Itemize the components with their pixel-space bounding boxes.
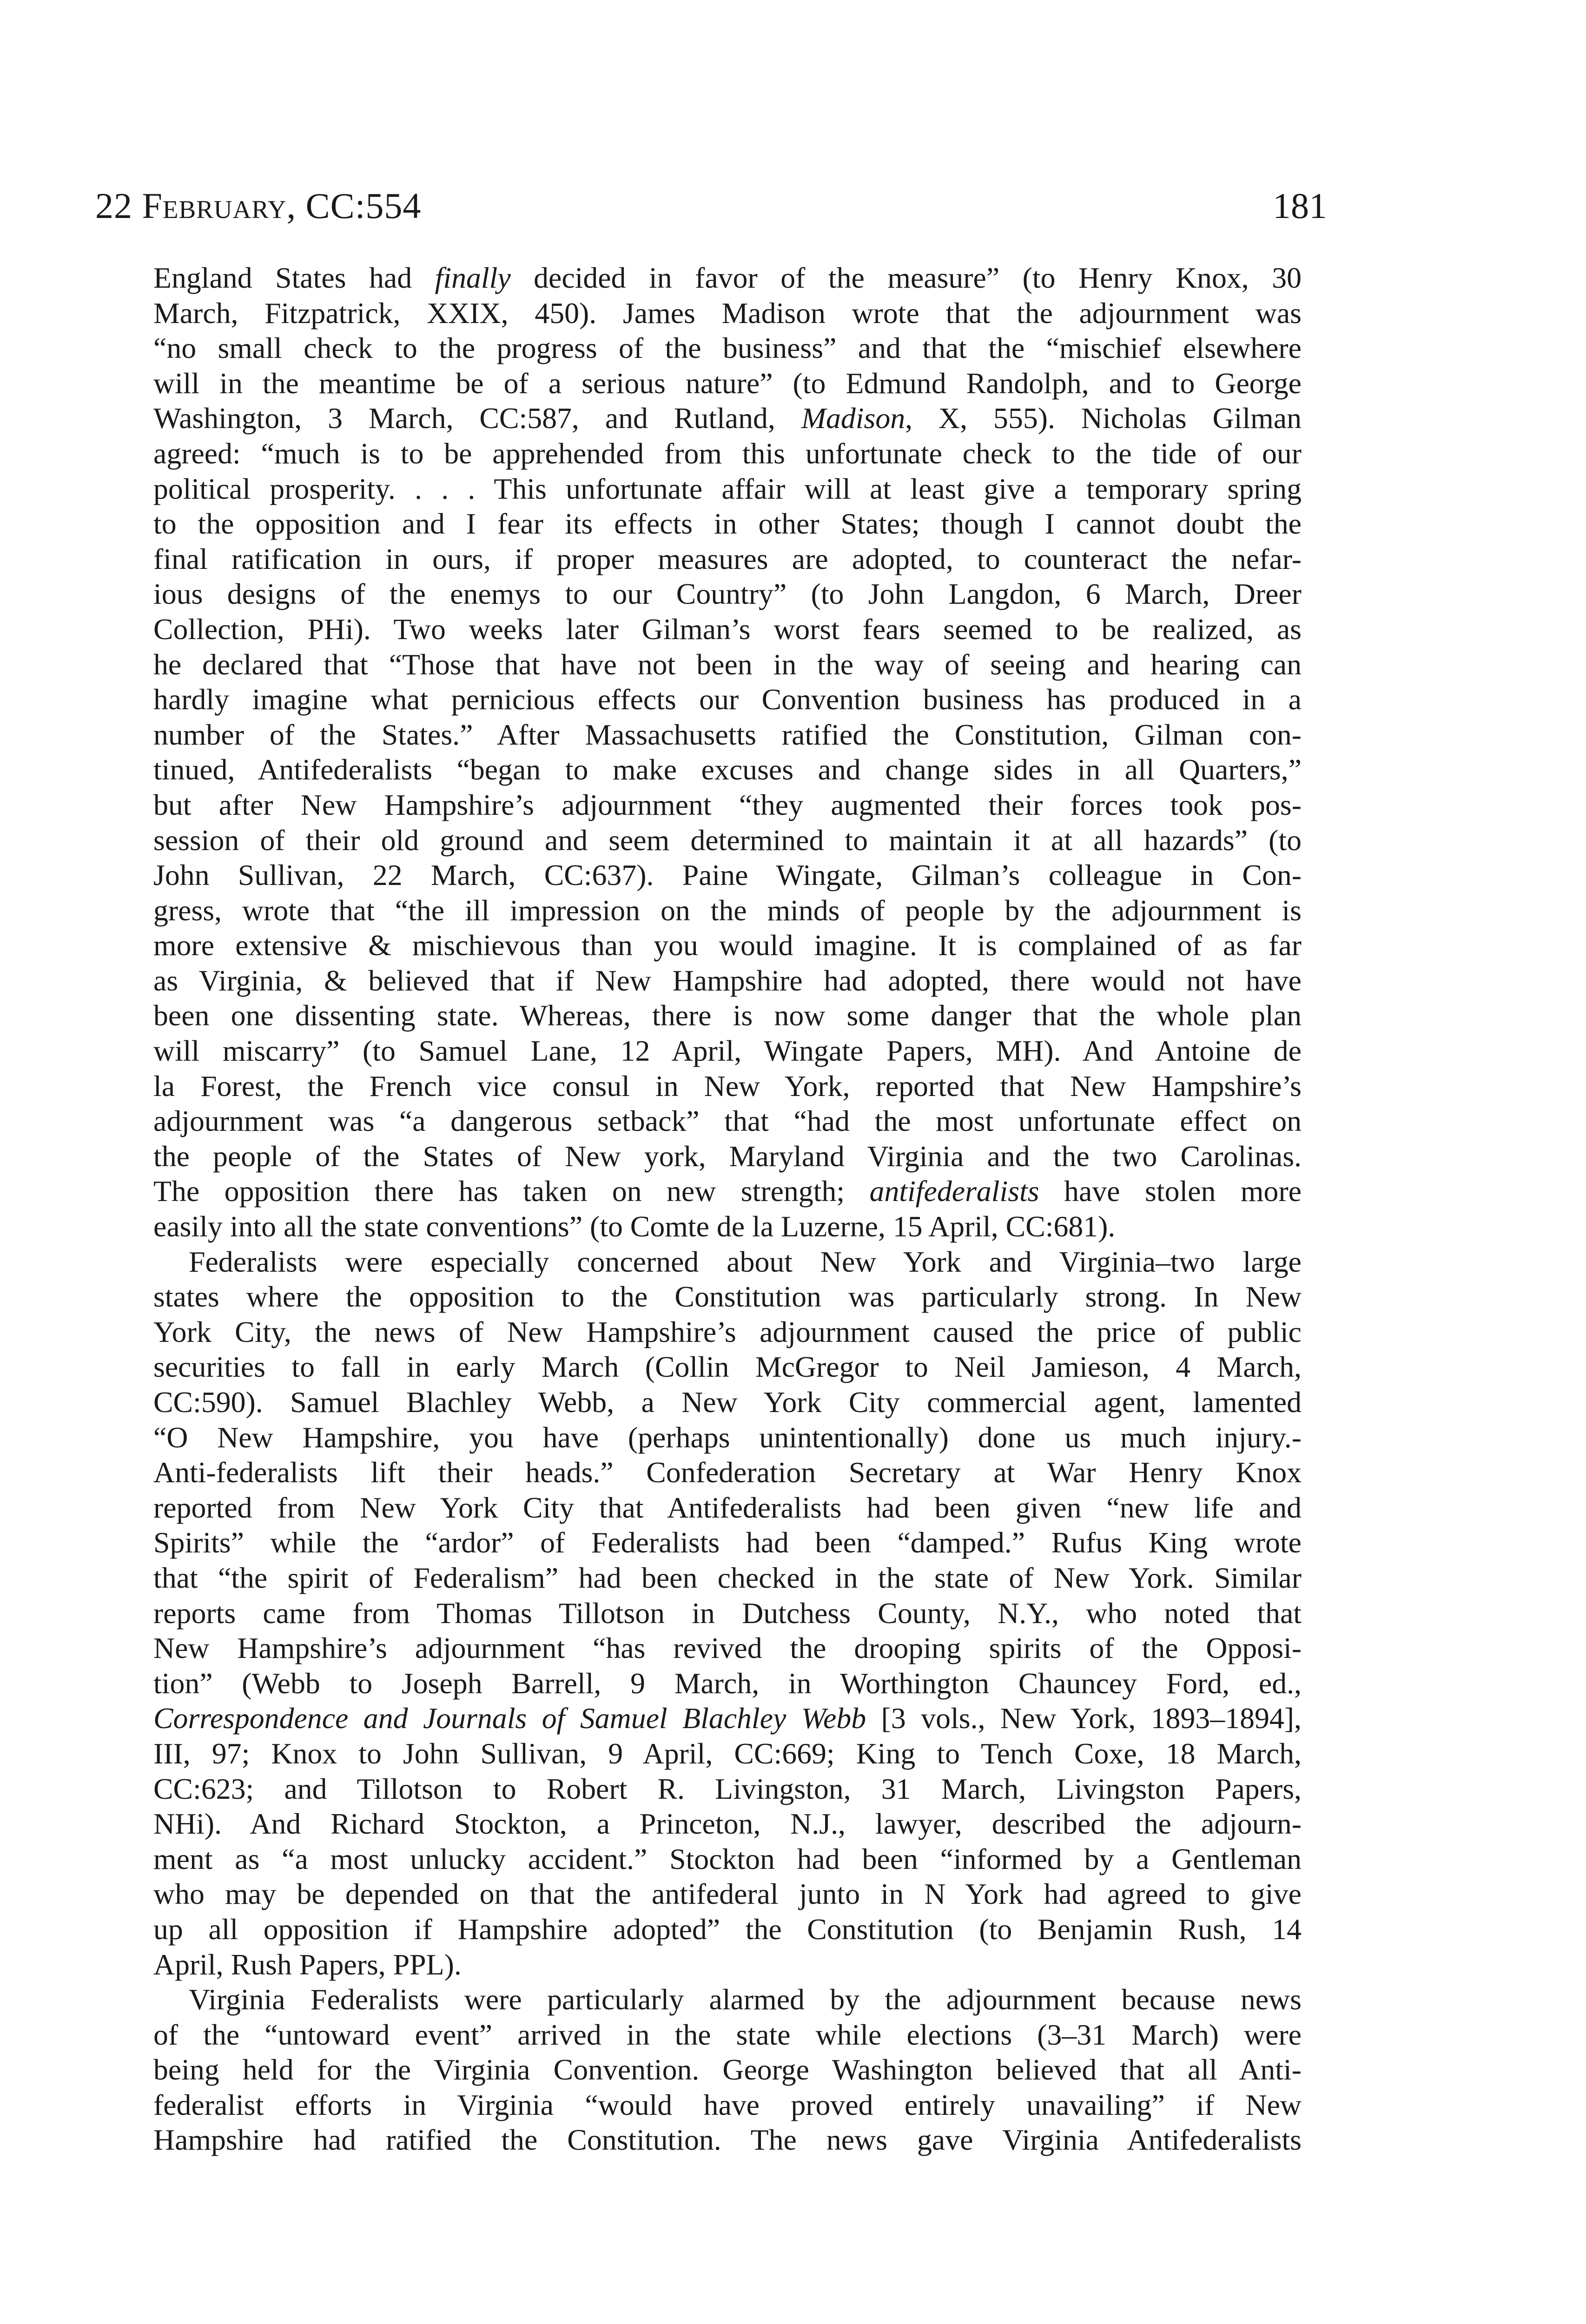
text-segment: the people of the States of New york, Maryland Virginia and the two Carolinas. bbox=[153, 1139, 1302, 1173]
text-segment: decided in favor of the measure” (to Henry Knox, 30 bbox=[510, 261, 1302, 294]
running-head bbox=[95, 185, 421, 227]
running-head-month: February bbox=[142, 185, 287, 226]
text-line bbox=[153, 471, 1302, 507]
text-segment: who may be depended on that the antifederal junto in N York had agreed to give bbox=[153, 1877, 1302, 1911]
body-text bbox=[153, 260, 1302, 2158]
text-line bbox=[153, 1069, 1302, 1104]
text-segment: , X, 555). Nicholas Gilman bbox=[905, 402, 1302, 435]
text-line bbox=[153, 1771, 1302, 1807]
text-line bbox=[153, 682, 1302, 717]
text-segment: will miscarry” (to Samuel Lane, 12 April, Wingate Papers, MH). And Antoine de bbox=[153, 1034, 1302, 1068]
text-line bbox=[153, 2017, 1302, 2053]
text-segment: up all opposition if Hampshire adopted” the Constitution (to Benjamin Rush, 14 bbox=[153, 1912, 1302, 1946]
text-line bbox=[153, 717, 1302, 753]
text-line bbox=[153, 647, 1302, 682]
text-line bbox=[153, 541, 1302, 577]
text-segment: been one dissenting state. Whereas, there is now some danger that the whole plan bbox=[153, 999, 1302, 1032]
text-line bbox=[153, 366, 1302, 401]
italic-text: finally bbox=[435, 261, 511, 294]
text-segment: la Forest, the French vice consul in New York, reported that New Hampshire’s bbox=[153, 1069, 1302, 1103]
text-segment: Anti-federalists lift their heads.” Confederation Secretary at War Henry Knox bbox=[153, 1456, 1302, 1489]
text-segment: but after New Hampshire’s adjournment “they augmented their forces took pos- bbox=[153, 788, 1302, 821]
text-line bbox=[153, 1596, 1302, 1631]
text-line bbox=[153, 436, 1302, 471]
text-segment: federalist efforts in Virginia “would have proved entirely unavailing” if New bbox=[153, 2088, 1302, 2121]
text-segment: session of their old ground and seem determined to maintain it at all hazards” (to bbox=[153, 823, 1302, 857]
text-line bbox=[153, 1279, 1302, 1314]
text-segment: Spirits” while the “ardor” of Federalists had been “damped.” Rufus King wrote bbox=[153, 1526, 1302, 1559]
italic-text: antifederalists bbox=[869, 1175, 1039, 1208]
text-segment: states where the opposition to the Constitution was particularly strong. In New bbox=[153, 1280, 1302, 1314]
text-segment: he declared that “Those that have not been in the way of seeing and hearing can bbox=[153, 647, 1302, 681]
text-segment: March, Fitzpatrick, XXIX, 450). James Madison wrote that the adjournment was bbox=[153, 296, 1302, 330]
text-line bbox=[153, 1349, 1302, 1385]
text-line bbox=[153, 330, 1302, 366]
text-line bbox=[153, 1736, 1302, 1771]
text-line bbox=[153, 401, 1302, 436]
text-line bbox=[153, 2087, 1302, 2123]
running-head-date: 22 bbox=[95, 185, 142, 226]
text-line bbox=[153, 1666, 1302, 1701]
text-line bbox=[153, 1982, 1302, 2017]
italic-text: Madison bbox=[801, 402, 905, 435]
text-line bbox=[153, 1912, 1302, 1947]
text-line bbox=[153, 823, 1302, 858]
text-line bbox=[153, 1244, 1302, 1280]
text-line bbox=[153, 963, 1302, 998]
text-line bbox=[153, 506, 1302, 541]
text-line bbox=[153, 1033, 1302, 1069]
text-line bbox=[153, 1631, 1302, 1666]
text-line bbox=[153, 1420, 1302, 1455]
text-segment: ious designs of the enemys to our Country” (to John Langdon, 6 March, Dreer bbox=[153, 577, 1302, 611]
text-line bbox=[153, 1701, 1302, 1736]
text-segment: CC:623; and Tillotson to Robert R. Livingston, 31 March, Livingston Papers, bbox=[153, 1772, 1302, 1805]
italic-text: Correspondence and Journals of Samuel Blachley Webb bbox=[153, 1702, 866, 1735]
text-segment: number of the States.” After Massachusetts ratified the Constitution, Gilman con- bbox=[153, 718, 1302, 751]
text-line bbox=[153, 1560, 1302, 1596]
text-line bbox=[153, 1314, 1302, 1350]
text-segment: will in the meantime be of a serious nature” (to Edmund Randolph, and to George bbox=[153, 366, 1302, 400]
text-segment: III, 97; Knox to John Sullivan, 9 April, CC:669; King to Tench Coxe, 18 March, bbox=[153, 1736, 1302, 1770]
text-line bbox=[153, 296, 1302, 331]
text-segment: tinued, Antifederalists “began to make excuses and change sides in all Quarters,” bbox=[153, 753, 1302, 786]
text-segment: ment as “a most unlucky accident.” Stockton had been “informed by a Gentleman bbox=[153, 1842, 1302, 1875]
text-line bbox=[153, 1490, 1302, 1525]
text-segment: easily into all the state conventions” (to Comte de la Luzerne, 15 April, CC:681). bbox=[153, 1210, 1116, 1243]
text-line bbox=[153, 928, 1302, 963]
text-segment: [3 vols., New York, 1893–1894], bbox=[866, 1702, 1302, 1735]
text-segment: CC:590). Samuel Blachley Webb, a New York City commercial agent, lamented bbox=[153, 1386, 1302, 1419]
text-line bbox=[153, 260, 1302, 296]
text-line bbox=[153, 1842, 1302, 1877]
text-segment: NHi). And Richard Stockton, a Princeton, N.J., lawyer, described the adjourn- bbox=[153, 1807, 1302, 1841]
text-line bbox=[153, 752, 1302, 787]
text-line bbox=[153, 2052, 1302, 2087]
text-segment: to the opposition and I fear its effects in other States; though I cannot doubt the bbox=[153, 507, 1302, 541]
text-segment: being held for the Virginia Convention. George Washington believed that all Anti- bbox=[153, 2053, 1302, 2086]
text-segment: England States had bbox=[153, 261, 435, 294]
text-segment: reported from New York City that Antifederalists had been given “new life and bbox=[153, 1491, 1302, 1524]
page-number: 181 bbox=[1273, 185, 1327, 226]
text-segment: have stolen more bbox=[1039, 1175, 1302, 1208]
text-segment: Hampshire had ratified the Constitution. The news gave Virginia Antifederalists bbox=[153, 2123, 1302, 2157]
text-segment: Virginia Federalists were particularly alarmed by the adjournment because news bbox=[189, 1983, 1302, 2016]
text-segment: securities to fall in early March (Collin McGregor to Neil Jamieson, 4 March, bbox=[153, 1350, 1302, 1384]
text-line bbox=[153, 1455, 1302, 1490]
text-segment: Collection, PHi). Two weeks later Gilman’s worst fears seemed to be realized, as bbox=[153, 612, 1302, 646]
running-head-doc-ref: , CC:554 bbox=[286, 185, 422, 226]
text-segment: reports came from Thomas Tillotson in Dutchess County, N.Y., who noted that bbox=[153, 1596, 1302, 1630]
text-segment: The opposition there has taken on new strength; bbox=[153, 1175, 870, 1208]
text-segment: York City, the news of New Hampshire’s adjournment caused the price of public bbox=[153, 1315, 1302, 1348]
text-segment: of the “untoward event” arrived in the state while elections (3–31 March) were bbox=[153, 2018, 1302, 2051]
text-line bbox=[153, 1103, 1302, 1139]
text-line bbox=[153, 787, 1302, 823]
text-segment: adjournment was “a dangerous setback” that “had the most unfortunate effect on bbox=[153, 1104, 1302, 1138]
text-segment: Washington, 3 March, CC:587, and Rutland, bbox=[153, 402, 801, 435]
text-segment: as Virginia, & believed that if New Hampshire had adopted, there would not have bbox=[153, 964, 1302, 997]
text-line bbox=[153, 2122, 1302, 2158]
text-segment: hardly imagine what pernicious effects our Convention business has produced in a bbox=[153, 683, 1302, 716]
text-line bbox=[153, 858, 1302, 893]
text-line bbox=[153, 1806, 1302, 1842]
text-segment: agreed: “much is to be apprehended from this unfortunate check to the tide of our bbox=[153, 436, 1302, 470]
text-segment: gress, wrote that “the ill impression on the minds of people by the adjournment is bbox=[153, 893, 1302, 927]
text-segment: that “the spirit of Federalism” had been checked in the state of New York. Similar bbox=[153, 1561, 1302, 1594]
text-line bbox=[153, 576, 1302, 612]
text-segment: political prosperity. . . . This unfortunate affair will at least give a temporary spring bbox=[153, 472, 1302, 505]
text-line bbox=[153, 1209, 1302, 1244]
text-segment: April, Rush Papers, PPL). bbox=[153, 1948, 462, 1981]
text-segment: tion” (Webb to Joseph Barrell, 9 March, in Worthington Chauncey Ford, ed., bbox=[153, 1666, 1302, 1700]
text-segment: New Hampshire’s adjournment “has revived the drooping spirits of the Opposi- bbox=[153, 1631, 1302, 1665]
text-segment: Federalists were especially concerned about New York and Virginia–two large bbox=[189, 1245, 1302, 1278]
text-segment: “no small check to the progress of the business” and that the “mischief elsewhere bbox=[153, 331, 1302, 365]
text-segment: John Sullivan, 22 March, CC:637). Paine Wingate, Gilman’s colleague in Con- bbox=[153, 858, 1302, 892]
text-line bbox=[153, 612, 1302, 647]
text-line bbox=[153, 998, 1302, 1033]
text-line bbox=[153, 1385, 1302, 1420]
text-segment: “O New Hampshire, you have (perhaps unintentionally) done us much injury.- bbox=[153, 1420, 1302, 1454]
text-segment: final ratification in ours, if proper measures are adopted, to counteract the nefar- bbox=[153, 542, 1302, 575]
text-line bbox=[153, 1947, 1302, 1982]
text-segment: more extensive & mischievous than you would imagine. It is complained of as far bbox=[153, 929, 1302, 962]
text-line bbox=[153, 1139, 1302, 1174]
text-line bbox=[153, 1525, 1302, 1560]
text-line bbox=[153, 893, 1302, 928]
text-line bbox=[153, 1876, 1302, 1912]
text-line bbox=[153, 1174, 1302, 1209]
